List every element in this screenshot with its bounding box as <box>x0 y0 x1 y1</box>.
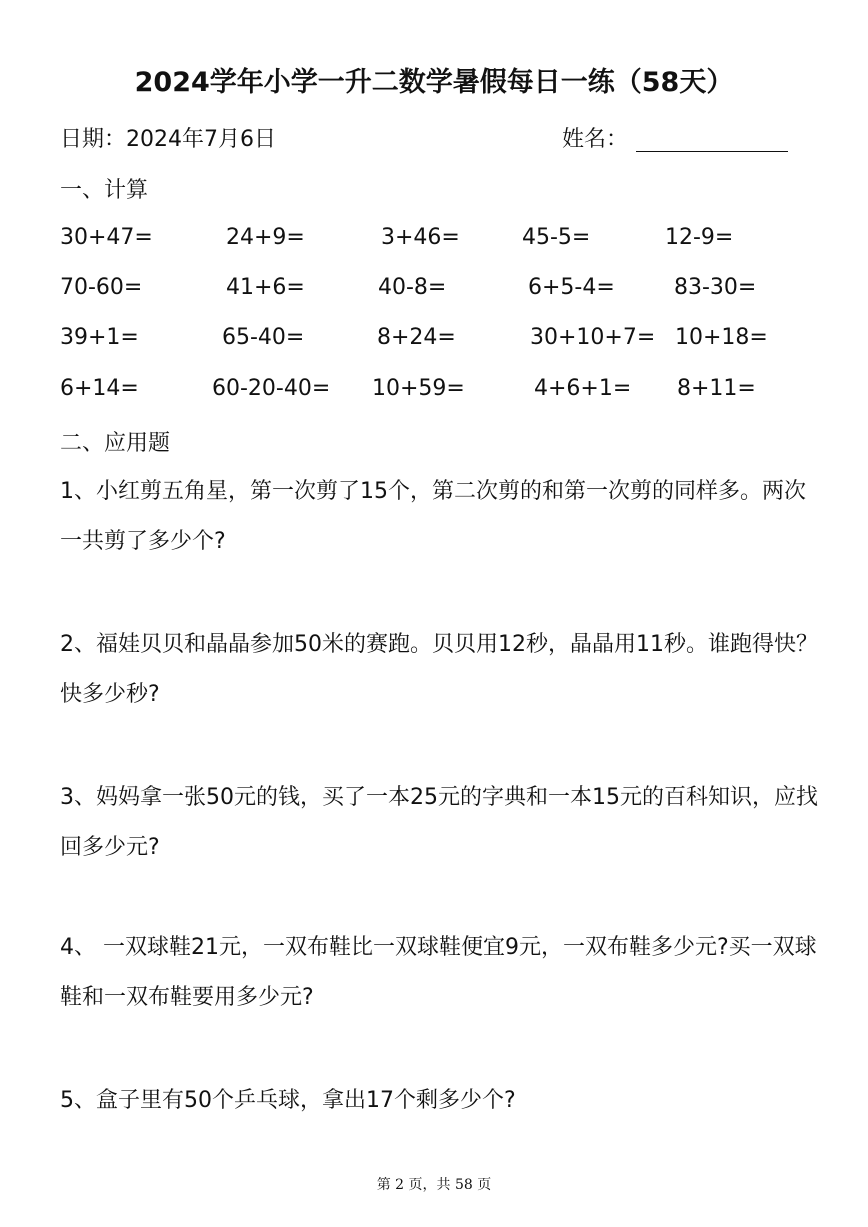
section-word-problems-heading: 二、应用题 <box>60 431 171 456</box>
calc-item: 83-30= <box>674 275 757 300</box>
calc-row <box>0 275 868 305</box>
calc-item: 30+10+7= <box>530 325 656 350</box>
calc-item: 6+14= <box>60 376 139 401</box>
page-title: 2024学年小学一升二数学暑假每日一练（58天） <box>134 67 734 98</box>
calc-item: 10+18= <box>675 325 768 350</box>
calc-item: 60-20-40= <box>212 376 331 401</box>
calc-item: 40-8= <box>378 275 447 300</box>
calc-item: 6+5-4= <box>528 275 615 300</box>
calc-item: 30+47= <box>60 225 153 250</box>
calc-item: 8+11= <box>677 376 756 401</box>
section-calc-heading: 一、计算 <box>60 178 149 203</box>
calc-item: 41+6= <box>226 275 305 300</box>
name-field <box>562 122 788 153</box>
date-label: 日期：2024年7月6日 <box>60 127 276 152</box>
page-footer: 第 2 页，共 58 页 <box>376 1177 492 1193</box>
calc-row <box>0 376 868 406</box>
calc-item: 24+9= <box>226 225 305 250</box>
word-problem: 3、妈妈拿一张50元的钱，买了一本25元的字典和一本15元的百科知识，应找回多少元? <box>60 785 818 860</box>
calc-item: 10+59= <box>372 376 465 401</box>
name-label: 姓名： <box>562 127 629 152</box>
calc-item: 65-40= <box>222 325 305 350</box>
calc-item: 45-5= <box>522 225 591 250</box>
word-problem: 1、小红剪五角星，第一次剪了15个，第二次剪的和第一次剪的同样多。两次一共剪了多少个? <box>60 479 806 554</box>
word-problem: 5、盒子里有50个乒乓球，拿出17个剩多少个? <box>60 1088 516 1113</box>
calc-row <box>0 225 868 255</box>
calc-item: 3+46= <box>381 225 460 250</box>
word-problem: 2、福娃贝贝和晶晶参加50米的赛跑。贝贝用12秒，晶晶用11秒。谁跑得快？快多少秒? <box>60 632 818 707</box>
name-blank-line <box>636 131 788 152</box>
calc-row <box>0 325 868 355</box>
calc-item: 8+24= <box>377 325 456 350</box>
calc-item: 39+1= <box>60 325 139 350</box>
word-problem: 4、 一双球鞋21元，一双布鞋比一双球鞋便宜9元，一双布鞋多少元?买一双球鞋和一双布鞋要用多少元? <box>60 935 817 1010</box>
calc-item: 4+6+1= <box>534 376 632 401</box>
calc-item: 70-60= <box>60 275 143 300</box>
calc-item: 12-9= <box>665 225 734 250</box>
